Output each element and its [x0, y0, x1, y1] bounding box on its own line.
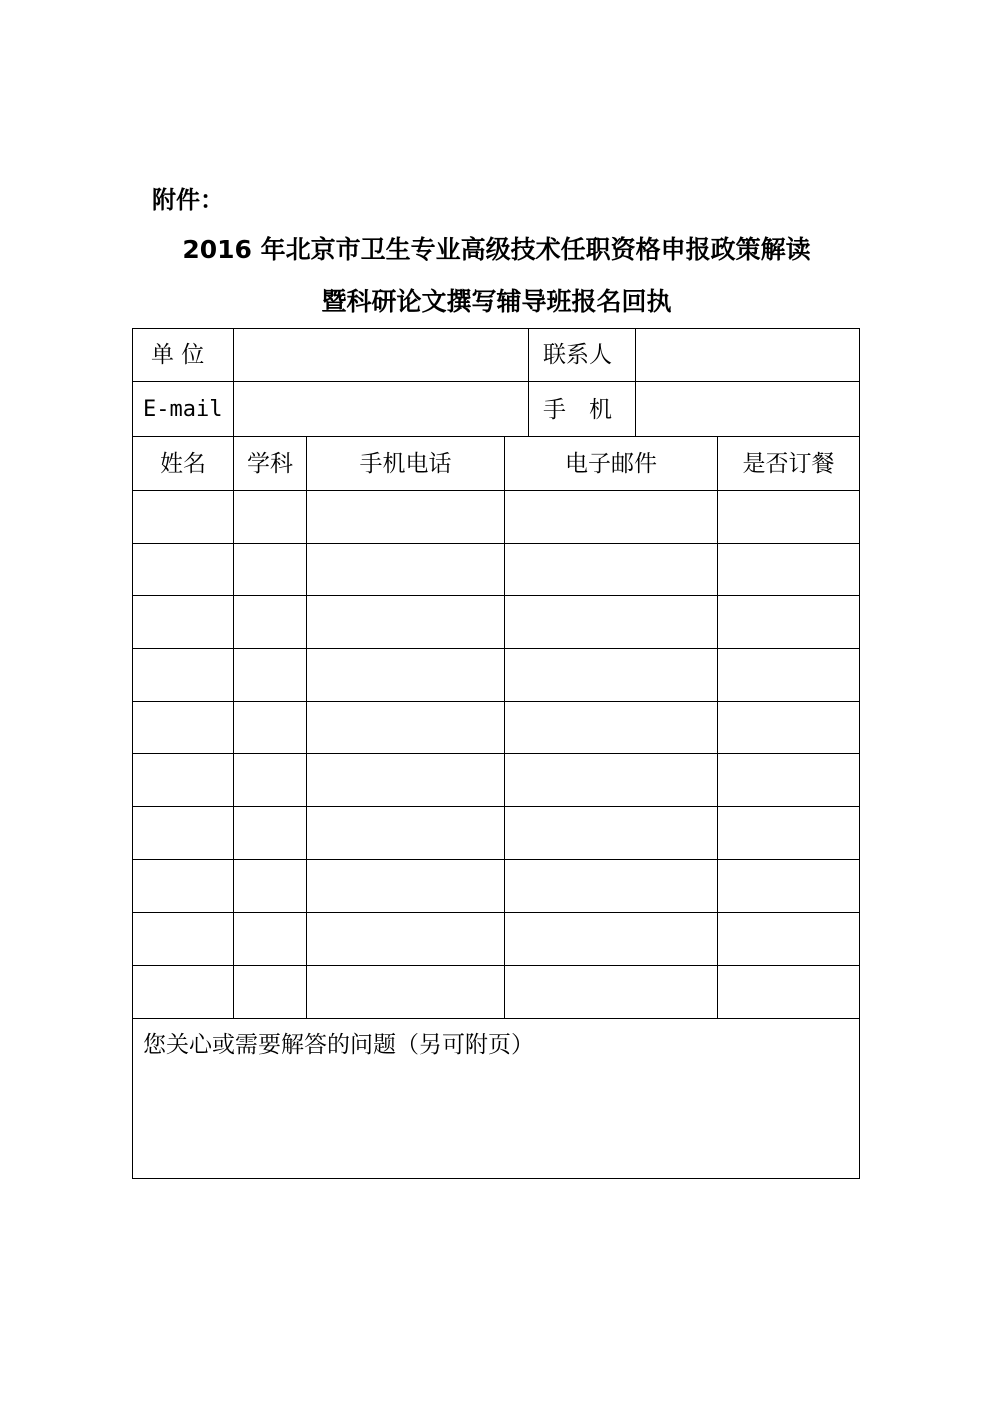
table-row[interactable] — [133, 596, 859, 648]
email-field[interactable] — [234, 382, 528, 436]
unit-label: 单 位 — [151, 342, 205, 368]
table-row[interactable] — [133, 544, 859, 596]
table-row[interactable] — [133, 649, 859, 701]
form-title-line-2: 暨科研论文撰写辅导班报名回执 — [321, 287, 672, 316]
table-row[interactable] — [133, 491, 859, 543]
header-subject: 学科 — [247, 451, 293, 477]
questions-field[interactable] — [133, 1069, 859, 1177]
mobile-field[interactable] — [636, 382, 859, 436]
header-meal: 是否订餐 — [742, 451, 835, 477]
table-row[interactable] — [133, 966, 859, 1018]
header-phone: 手机电话 — [359, 451, 452, 477]
form-title-line-1: 2016 年北京市卫生专业高级技术任职资格申报政策解读 — [182, 235, 811, 264]
contact-label: 联系人 — [543, 342, 612, 368]
unit-field[interactable] — [234, 330, 528, 381]
email-label: E-mail — [143, 397, 223, 422]
table-row[interactable] — [133, 913, 859, 965]
header-email: 电子邮件 — [565, 451, 657, 477]
registration-form-table — [132, 328, 860, 1179]
contact-field[interactable] — [636, 330, 859, 381]
table-row[interactable] — [133, 860, 859, 912]
table-row[interactable] — [133, 702, 859, 754]
questions-label: 您关心或需要解答的问题（另可附页） — [143, 1032, 534, 1058]
mobile-label: 手 机 — [543, 397, 612, 423]
attachment-label: 附件： — [152, 186, 224, 214]
table-row[interactable] — [133, 807, 859, 859]
table-row[interactable] — [133, 754, 859, 806]
header-name: 姓名 — [160, 451, 206, 477]
